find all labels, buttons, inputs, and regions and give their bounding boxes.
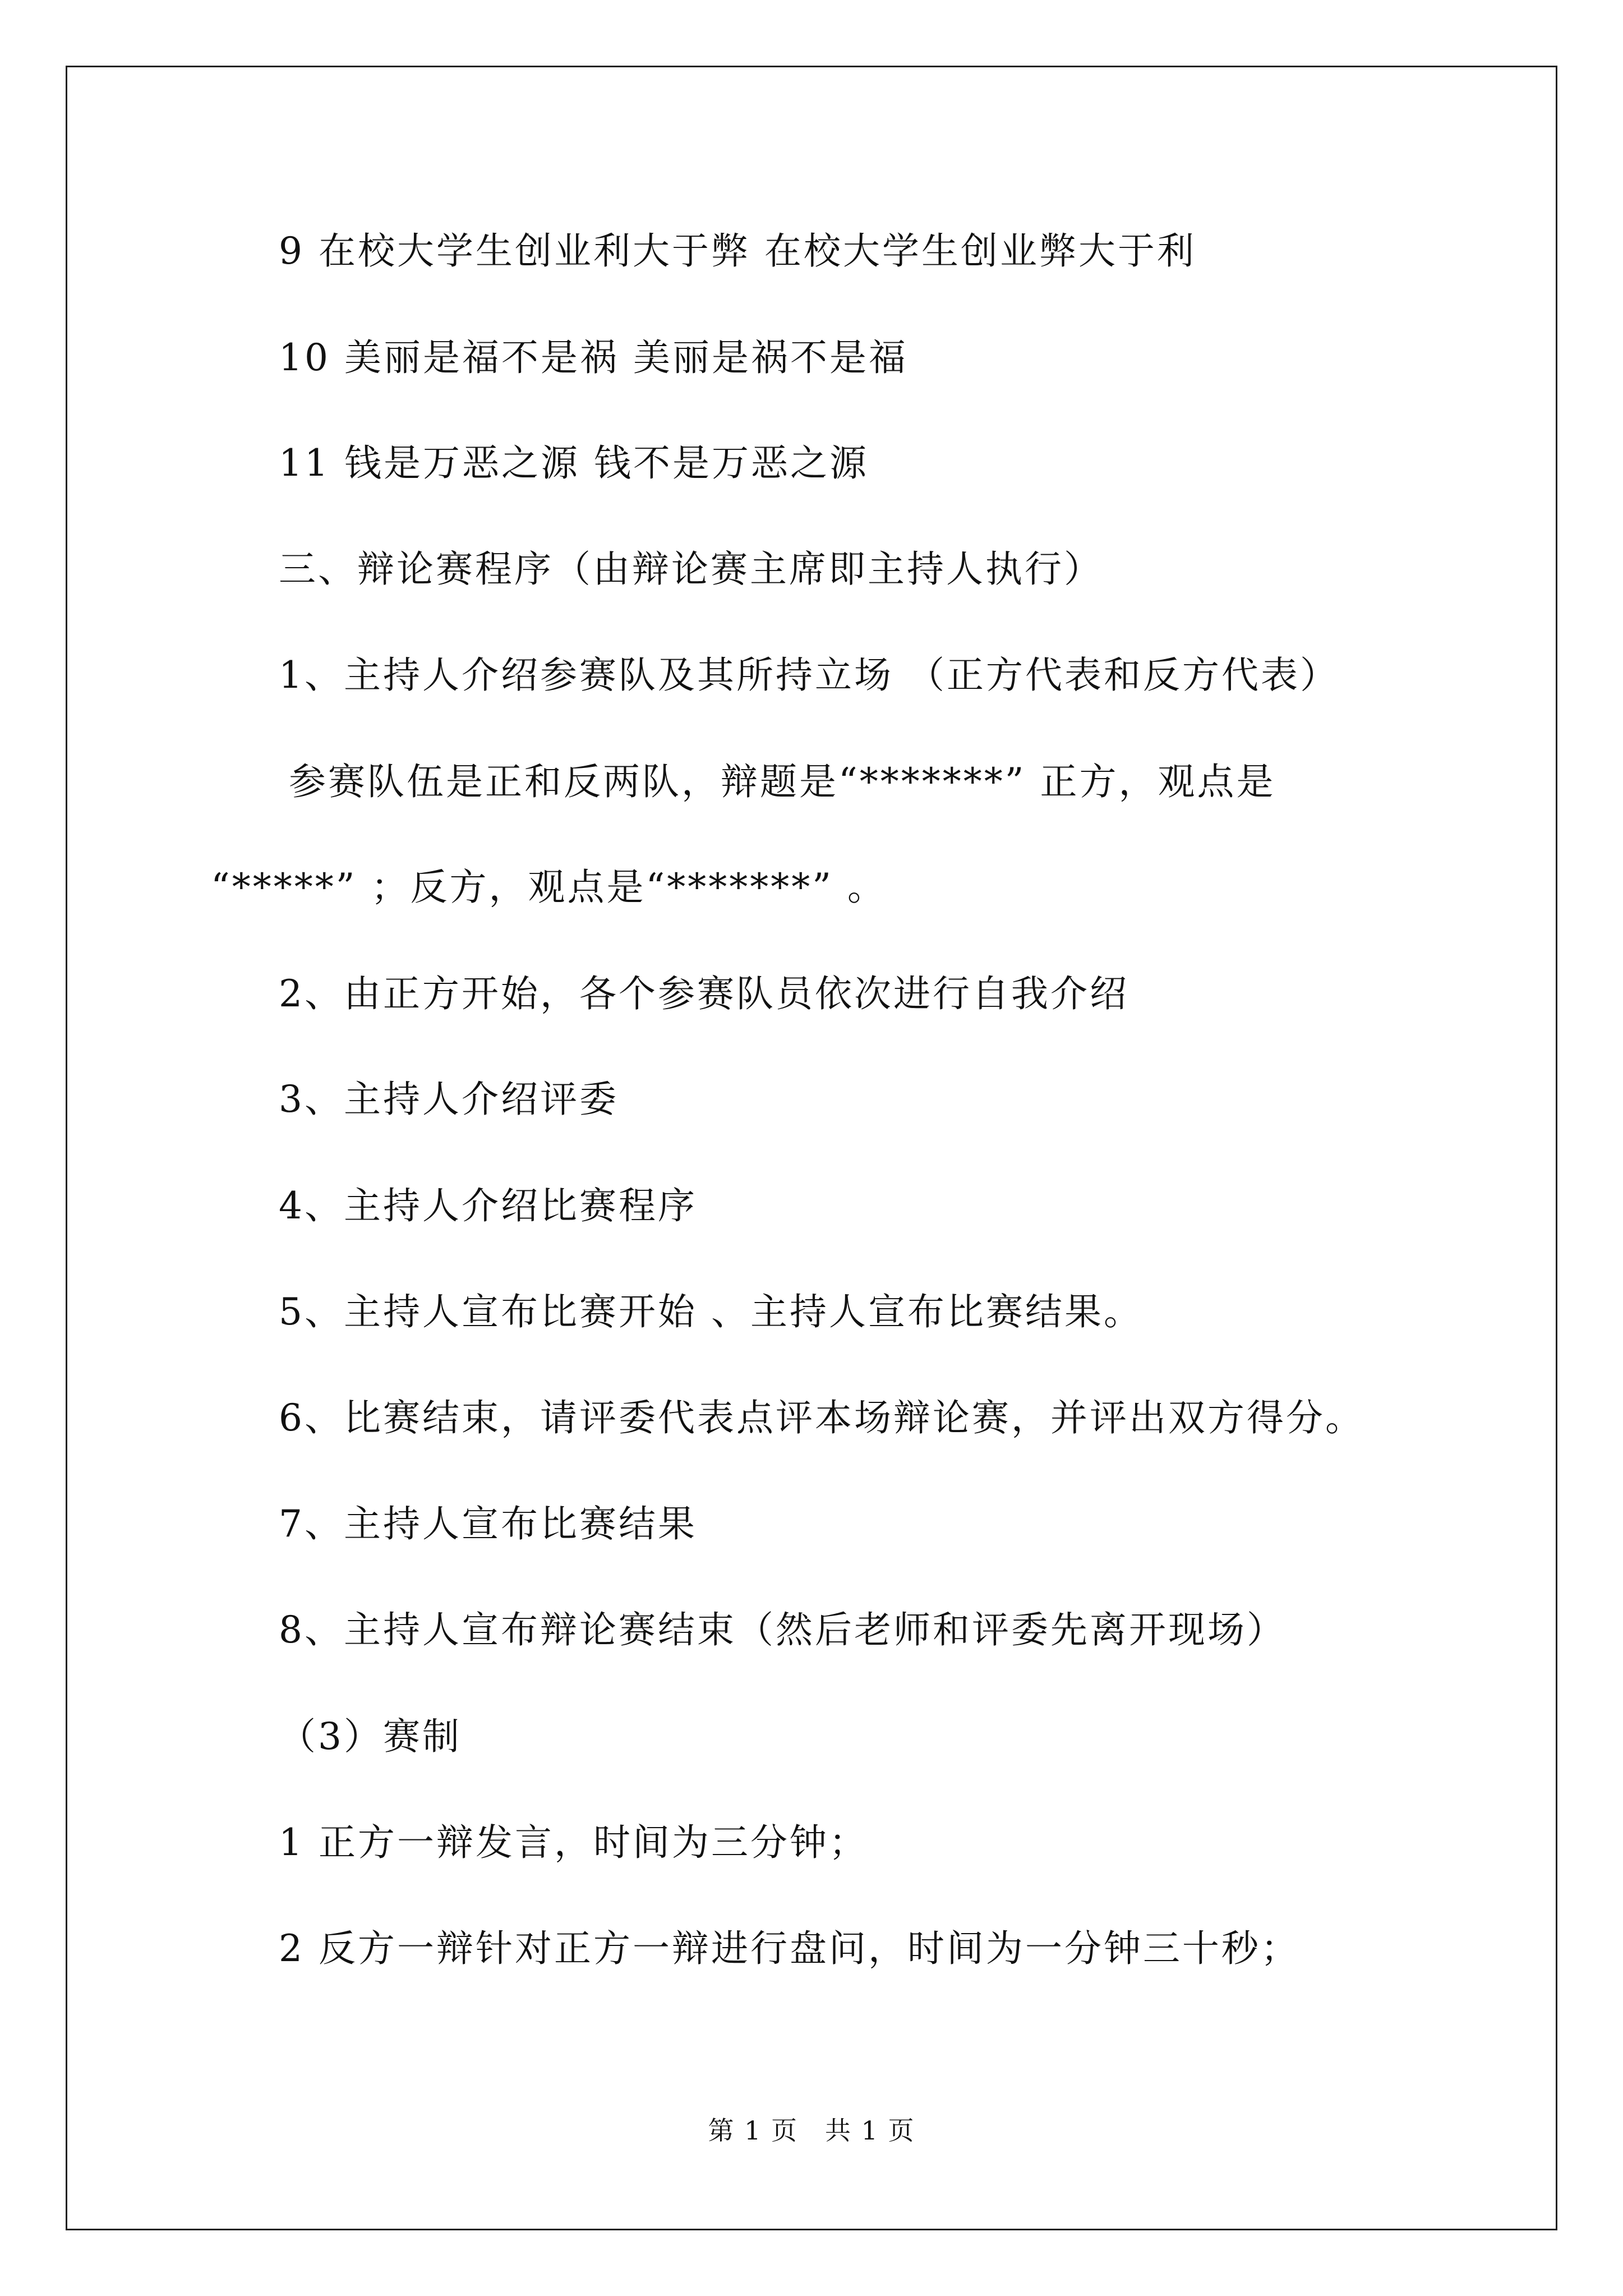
paragraph-line: “*****” ；反方，观点是“*******” 。 [211,866,887,909]
procedure-step-2: 2、由正方开始，各个参赛队员依次进行自我介绍 [279,972,1129,1015]
procedure-step-6: 6、比赛结束，请评委代表点评本场辩论赛，并评出双方得分。 [279,1396,1364,1439]
procedure-step-5: 5、主持人宣布比赛开始 、主持人宣布比赛结果。 [279,1290,1143,1333]
procedure-step-7: 7、主持人宣布比赛结果 [279,1502,697,1545]
page-number-footer: 第 1 页 共 1 页 [708,2115,915,2146]
procedure-step-8: 8、主持人宣布辩论赛结束（然后老师和评委先离开现场） [279,1608,1286,1651]
section-heading-format: （3）赛制 [279,1715,462,1758]
topic-line-10: 10 美丽是福不是祸 美丽是祸不是福 [279,336,908,379]
format-rule-2: 2 反方一辩针对正方一辩进行盘问，时间为一分钟三十秒； [279,1927,1300,1970]
page-border [66,66,1557,2230]
topic-line-11: 11 钱是万恶之源 钱不是万恶之源 [279,441,869,485]
format-rule-1: 1 正方一辩发言，时间为三分钟； [279,1821,868,1864]
section-heading-procedure: 三、辩论赛程序（由辩论赛主席即主持人执行） [279,547,1103,591]
procedure-step-4: 4、主持人介绍比赛程序 [279,1184,697,1227]
procedure-step-1: 1、主持人介绍参赛队及其所持立场 （正方代表和反方代表） [279,654,1339,697]
topic-line-9: 9 在校大学生创业利大于弊 在校大学生创业弊大于利 [279,229,1196,273]
paragraph-line: 参赛队伍是正和反两队，辩题是“*******” 正方，观点是 [289,760,1276,803]
procedure-step-3: 3、主持人介绍评委 [279,1078,619,1121]
